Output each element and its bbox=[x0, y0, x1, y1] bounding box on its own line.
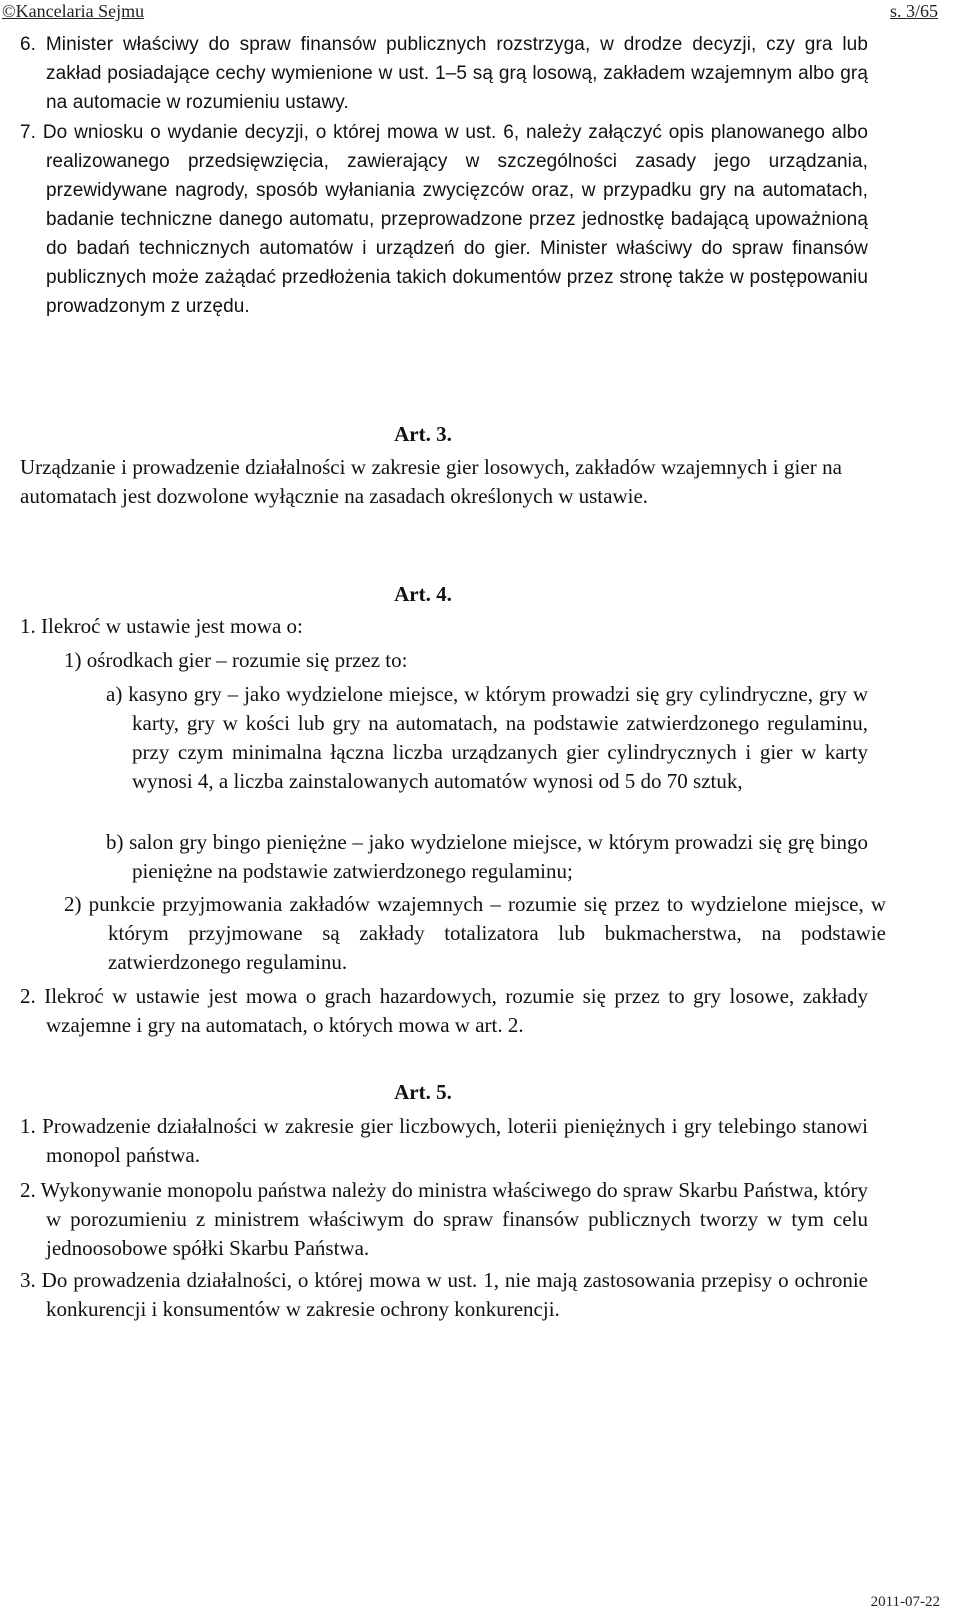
art-5-para-1: 1. Prowadzenie działalności w zakresie gier liczbowych, loterii pieniężnych i gry telebingo stanowi monopol państwa. bbox=[20, 1114, 868, 1167]
paragraph-6: 6. Minister właściwy do spraw finansów publicznych rozstrzyga, w drodze decyzji, czy gra lub zakład posiadające cechy wymienione w ust. 1–5 są grą losową, zakładem wzajemnym albo grą na automacie w rozumieniu ustawy. bbox=[20, 34, 868, 113]
paragraph-7: 7. Do wniosku o wydanie decyzji, o której mowa w ust. 6, należy załączyć opis planowanego albo realizowanego przedsięwzięcia, zawierający w szczególności zasady jego urządzania, przewidywane nagrody, sposób wyłaniania zwycięzców oraz, w przypadku gry na automatach, badanie techniczne danego automatu, przeprowadzone przez jednostkę badającą upoważnioną do badań technicznych automatów i urządzeń do gier. Minister właściwy do spraw finansów publicznych może zażądać przedłożenia takich dokumentów przez stronę także w postępowaniu prowadzonym z urzędu. bbox=[20, 122, 868, 317]
art-4-heading: Art. 4. bbox=[394, 582, 452, 606]
art-4-para-1: 1. Ilekroć w ustawie jest mowa o: bbox=[20, 614, 303, 638]
art-4-para-2: 2. Ilekroć w ustawie jest mowa o grach hazardowych, rozumie się przez to gry losowe, zakłady wzajemne i gry na automatach, o których mowa w art. 2. bbox=[20, 984, 868, 1037]
art-4-item-2: 2) punkcie przyjmowania zakładów wzajemnych – rozumie się przez to wydzielone miejsce, w którym przyjmowane są zakłady totalizatora lub bukmacherstwa, na podstawie zatwierdzonego regulaminu. bbox=[64, 892, 886, 974]
art-3-text: Urządzanie i prowadzenie działalności w zakresie gier losowych, zakładów wzajemnych i gier na automatach jest dozwolone wyłącznie na zasadach określonych w ustawie. bbox=[20, 455, 842, 508]
art-4-item-1b: b) salon gry bingo pieniężne – jako wydzielone miejsce, w którym prowadzi się grę bingo pieniężne na podstawie zatwierdzonego regulaminu; bbox=[106, 830, 868, 883]
footer-date: 2011-07-22 bbox=[870, 1594, 940, 1610]
header-source-link[interactable]: ©Kancelaria Sejmu bbox=[2, 1, 145, 21]
art-5-para-3: 3. Do prowadzenia działalności, o której mowa w ust. 1, nie mają zastosowania przepisy o ochronie konkurencji i konsumentów w zakresie ochrony konkurencji. bbox=[20, 1268, 868, 1321]
header-page-number[interactable]: s. 3/65 bbox=[889, 1, 938, 21]
art-4-item-1: 1) ośrodkach gier – rozumie się przez to: bbox=[64, 648, 408, 672]
art-4-item-1a: a) kasyno gry – jako wydzielone miejsce, w którym prowadzi się gry cylindryczne, gry w karty, gry w kości lub gry na automatach, na podstawie zatwierdzonego regulaminu, przy czym minimalna łączna liczba urządzanych gier cylindrycznych i gier w karty wynosi 4, a liczba zainstalowanych automatów wynosi od 5 do 70 sztuk, bbox=[106, 682, 868, 793]
art-5-para-2: 2. Wykonywanie monopolu państwa należy do ministra właściwego do spraw Skarbu Państwa, który w porozumieniu z ministrem właściwym do spraw finansów publicznych tworzy w tym celu jednoosobowe spółki Skarbu Państwa. bbox=[20, 1178, 868, 1260]
art-5-heading: Art. 5. bbox=[394, 1080, 452, 1104]
art-3-heading: Art. 3. bbox=[394, 422, 452, 446]
